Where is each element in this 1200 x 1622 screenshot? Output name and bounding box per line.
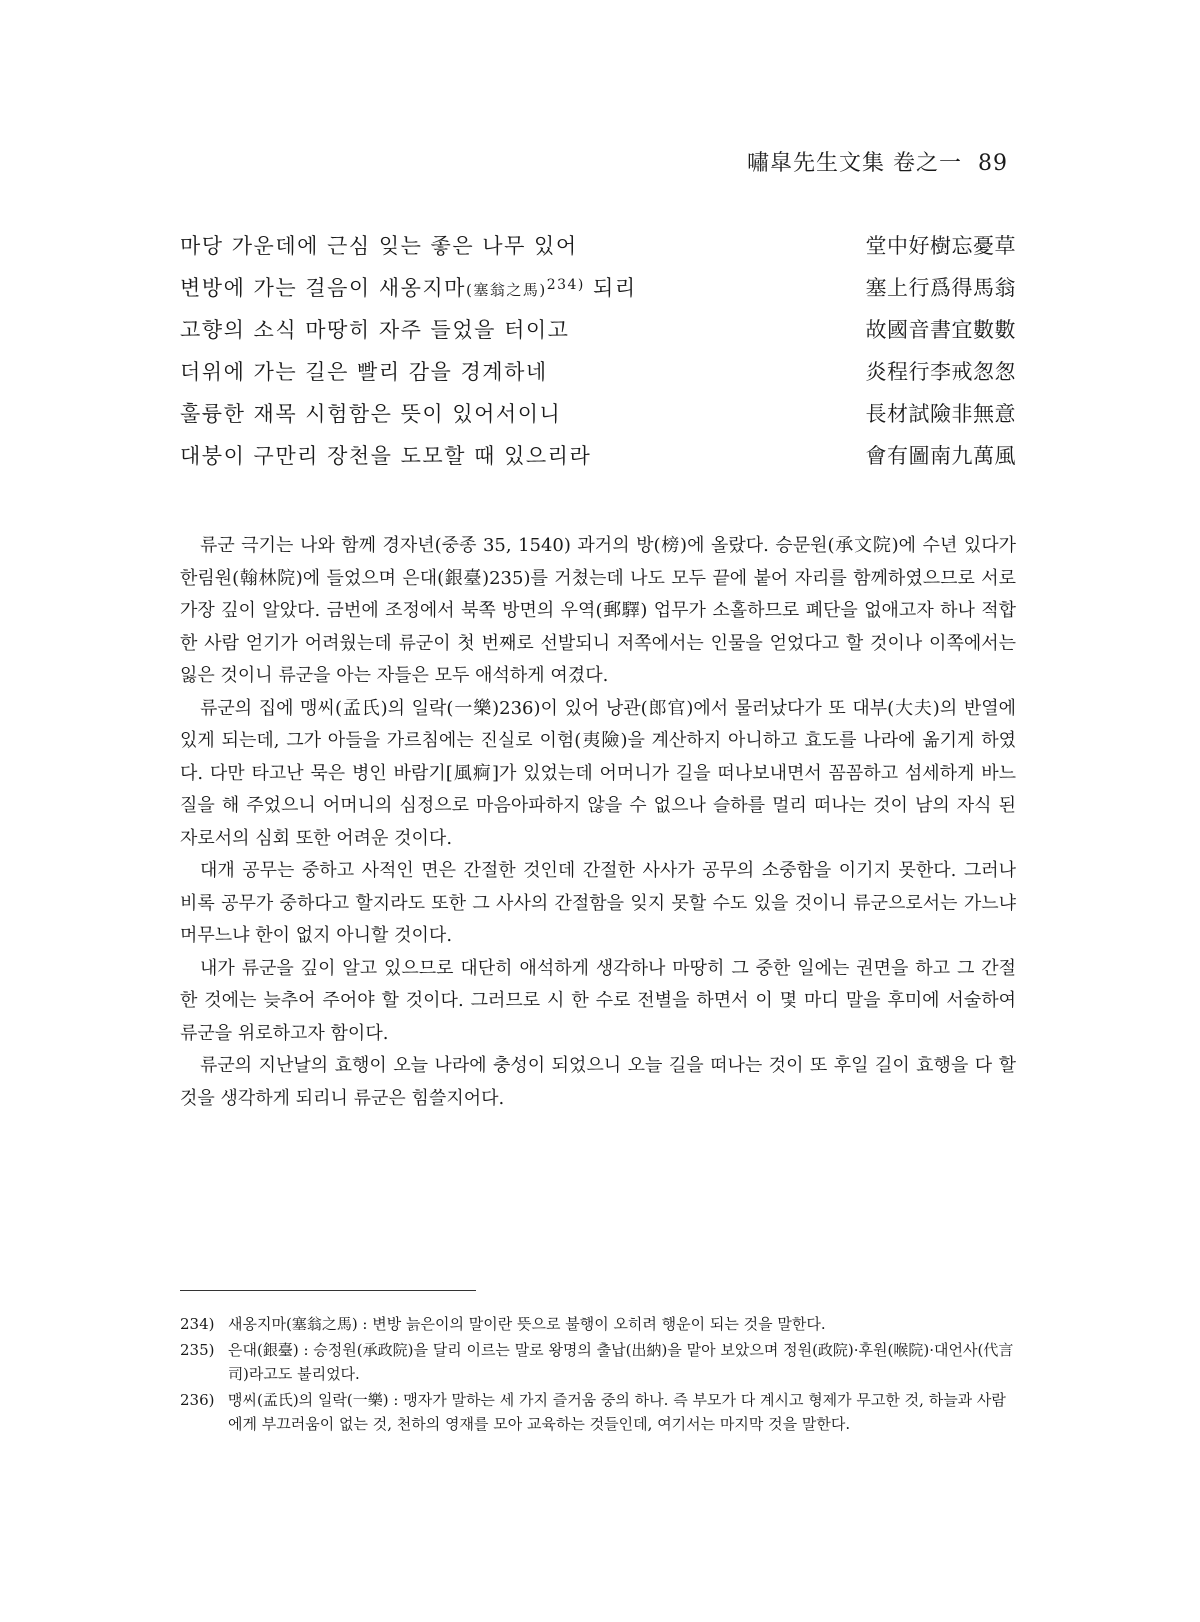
footnote — [180, 1338, 1016, 1386]
poem-hanja: 會有圖南九萬風 — [865, 444, 1016, 468]
poem-korean-after: 되리 — [584, 276, 637, 300]
paragraph: 내가 류군을 깊이 알고 있으므로 대단히 애석하게 생각하나 마땅히 그 중한 일에는 권면을 하고 그 간절한 것에는 늦추어 주어야 할 것이다. 그러므로 시 한 수로 전별을 하면서 이 몇 마디 말을 후미에 서술하여 류군을 위로하고자 함이다. — [180, 957, 1016, 1044]
poem-korean-before: 변방에 가는 걸음이 새옹지마 — [180, 276, 466, 300]
footnote-divider — [180, 1290, 476, 1291]
poem-hanja: 堂中好樹忘憂草 — [865, 234, 1016, 258]
poem-korean — [180, 272, 637, 302]
footnote-number: 236) — [180, 1391, 215, 1409]
poem-hanja: 故國音書宜數數 — [865, 318, 1016, 342]
paragraph: 류군의 집에 맹씨(孟氏)의 일락(一樂)236)이 있어 낭관(郎官)에서 물러났다가 또 대부(大夫)의 반열에 있게 되는데, 그가 아들을 가르침에는 진실로 이험(夷險)을 계산하지 아니하고 효도를 나라에 옮기게 하였다. 다만 타고난 묵은 병인 바람기[風痾]가 있었는데 어머니가 길을 떠나보내면서 꼼꼼하고 섬세하게 바느질을 해 주었으니 어머니의 심정으로 마음아파하지 않을 수 없으나 슬하를 멀리 떠나는 것이 남의 자식 된 자로서의 심회 또한 어려운 것이다. — [180, 697, 1016, 849]
poem-hanja: 炎程行李戒怱怱 — [865, 360, 1016, 384]
poem-hanja: 長材試險非無意 — [865, 402, 1016, 426]
footnote-text: 맹씨(孟氏)의 일락(一樂) : 맹자가 말하는 세 가지 즐거움 중의 하나. 즉 부모가 다 계시고 형제가 무고한 것, 하늘과 사람에게 부끄러움이 없는 것, 천하의 영재를 모아 교육하는 것들인데, 여기서는 마지막 것을 말한다. — [228, 1391, 1006, 1433]
prose-body — [180, 530, 1016, 1115]
paragraph: 류군의 지난날의 효행이 오늘 나라에 충성이 되었으니 오늘 길을 떠나는 것이 또 후일 길이 효행을 다 할 것을 생각하게 되리니 류군은 힘쓸지어다. — [180, 1055, 1016, 1109]
poem-hanja: 塞上行爲得馬翁 — [865, 276, 1016, 300]
poem-line — [180, 314, 1016, 356]
poem-korean: 훌륭한 재목 시험함은 뜻이 있어서이니 — [180, 402, 562, 426]
book-title: 嘯皐先生文集 卷之一 — [747, 151, 962, 176]
poem-line — [180, 440, 1016, 482]
poem-korean: 마당 가운데에 근심 잊는 좋은 나무 있어 — [180, 234, 578, 258]
poem-korean: 더위에 가는 길은 빨리 감을 경계하네 — [180, 360, 548, 384]
footnote-text: 은대(銀臺) : 승정원(承政院)을 달리 이르는 말로 왕명의 출납(出納)을 맡아 보았으며 정원(政院)·후원(喉院)·대언사(代言司)라고도 불리었다. — [228, 1341, 1014, 1383]
poem-line — [180, 272, 1016, 314]
poem-line — [180, 356, 1016, 398]
footnote-number: 235) — [180, 1341, 215, 1359]
poem-korean: 고향의 소식 마땅히 자주 들었을 터이고 — [180, 318, 570, 342]
paragraph: 류군 극기는 나와 함께 경자년(중종 35, 1540) 과거의 방(榜)에 올랐다. 승문원(承文院)에 수년 있다가 한림원(翰林院)에 들었으며 은대(銀臺)235)를 거쳤는데 나도 모두 끝에 붙어 자리를 함께하였으므로 서로 가장 깊이 알았다. 금번에 조정에서 북쪽 방면의 우역(郵驛) 업무가 소홀하므로 폐단을 없애고자 하나 적합한 사람 얻기가 어려웠는데 류군이 첫 번째로 선발되니 저쪽에서는 인물을 얻었다고 할 것이나 이쪽에서는 잃은 것이니 류군을 아는 자들은 모두 애석하게 여겼다. — [180, 535, 1016, 686]
poem-korean-hanja: (塞翁之馬) — [465, 281, 547, 299]
footnote-text: 새옹지마(塞翁之馬) : 변방 늙은이의 말이란 뜻으로 불행이 오히려 행운이 되는 것을 말한다. — [228, 1315, 826, 1333]
footnote-number: 234) — [180, 1315, 215, 1333]
running-header — [747, 146, 1008, 177]
poem-korean: 대붕이 구만리 장천을 도모할 때 있으리라 — [180, 444, 592, 468]
footnote-ref: 234) — [546, 277, 585, 293]
footnotes — [180, 1312, 1016, 1438]
page-number: 89 — [978, 151, 1008, 176]
paragraph: 대개 공무는 중하고 사적인 면은 간절한 것인데 간절한 사사가 공무의 소중함을 이기지 못한다. 그러나 비록 공무가 중하다고 할지라도 또한 그 사사의 간절함을 잊지 못할 수도 있을 것이니 류군으로서는 가느냐 머무느냐 한이 없지 아니할 것이다. — [180, 860, 1016, 946]
footnote — [180, 1388, 1016, 1436]
poem-line — [180, 398, 1016, 440]
footnote — [180, 1312, 1016, 1336]
poem-line — [180, 230, 1016, 272]
poem — [180, 230, 1016, 482]
